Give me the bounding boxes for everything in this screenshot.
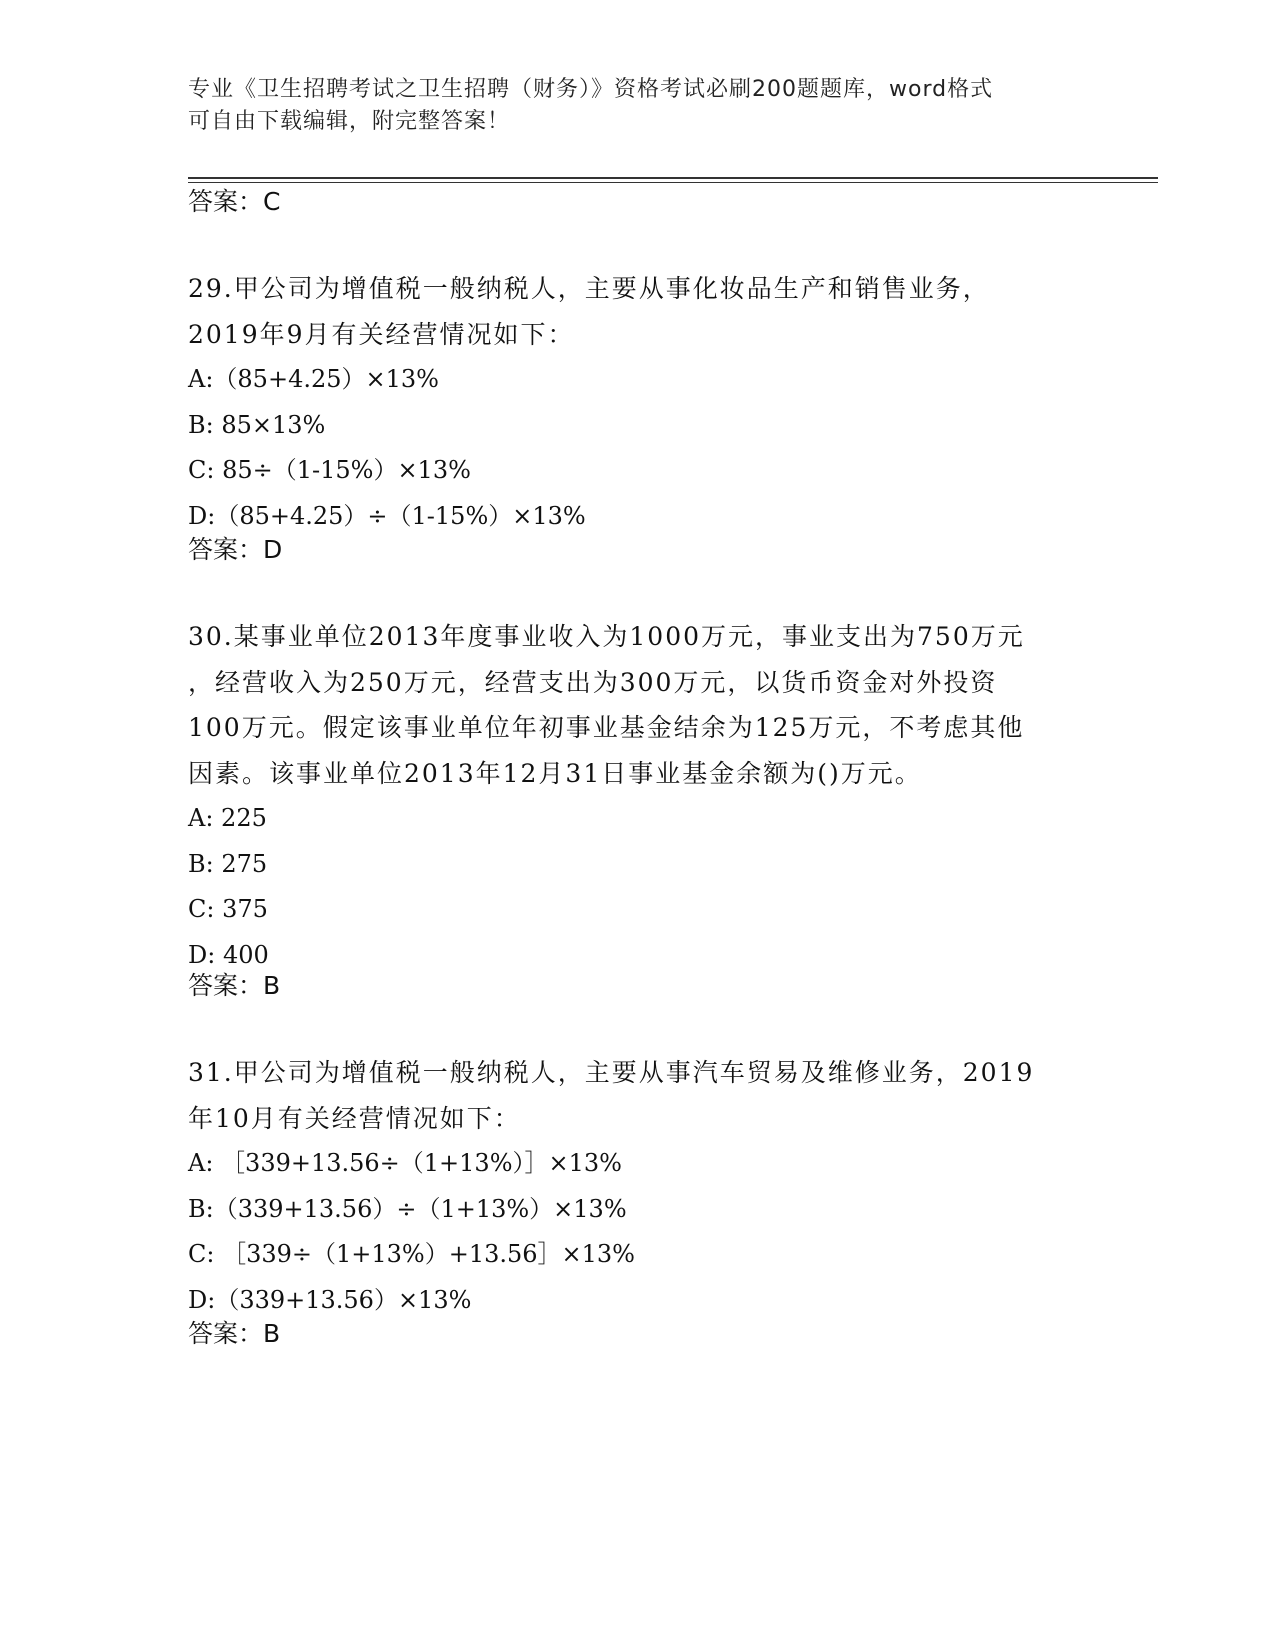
option-list (188, 796, 1118, 978)
question-line: 因素。该事业单位2013年12月31日事业基金余额为()万元。 (188, 758, 922, 788)
header-line-1: 专业《卫生招聘考试之卫生招聘（财务）》资格考试必刷200题题库，word格式 (188, 77, 994, 102)
question-31 (188, 1050, 1118, 1323)
question-line: 29.甲公司为增值税一般纳税人，主要从事化妆品生产和销售业务， (188, 274, 990, 303)
header-divider-thin (188, 182, 1158, 183)
option-c: C: ［339÷（1+13%）+13.56］×13% (188, 1240, 635, 1268)
header-line-2: 可自由下载编辑，附完整答案！ (188, 109, 511, 134)
answer-label: 答案：B (188, 1319, 281, 1348)
question-text (188, 266, 1118, 357)
option-b: B: 275 (188, 849, 268, 878)
question-30 (188, 614, 1118, 978)
option-d: D:（339+13.56）×13% (188, 1285, 472, 1314)
option-c: C: 85÷（1-15%）×13% (188, 456, 471, 484)
question-line: 100万元。假定该事业单位年初事业基金结余为125万元，不考虑其他 (188, 713, 1025, 742)
answer-label: 答案：D (188, 535, 283, 564)
question-29 (188, 266, 1118, 539)
option-list (188, 357, 1118, 539)
option-list (188, 1141, 1118, 1323)
option-d: D: 400 (188, 940, 269, 969)
option-a: A:（85+4.25）×13% (188, 365, 439, 393)
question-line: 31.甲公司为增值税一般纳税人，主要从事汽车贸易及维修业务，2019 (188, 1058, 1035, 1087)
question-line: 30.某事业单位2013年度事业收入为1000万元，事业支出为750万元 (188, 622, 1025, 651)
answer-label: 答案：C (188, 187, 281, 216)
option-b: B:（339+13.56）÷（1+13%）×13% (188, 1194, 627, 1223)
option-a: A: 225 (188, 804, 267, 832)
question-line: 年10月有关经营情况如下： (188, 1103, 521, 1133)
option-b: B: 85×13% (188, 410, 326, 439)
question-line: 2019年9月有关经营情况如下： (188, 319, 575, 349)
question-text (188, 1050, 1118, 1141)
answer-label: 答案：B (188, 971, 281, 1000)
option-c: C: 375 (188, 895, 268, 923)
page-header (188, 74, 1088, 138)
question-text (188, 614, 1118, 796)
option-a: A: ［339+13.56÷（1+13%）］×13% (188, 1149, 622, 1177)
header-divider (188, 177, 1158, 179)
option-d: D:（85+4.25）÷（1-15%）×13% (188, 501, 586, 530)
question-line: ，经营收入为250万元，经营支出为300万元，以货币资金对外投资 (188, 667, 998, 697)
